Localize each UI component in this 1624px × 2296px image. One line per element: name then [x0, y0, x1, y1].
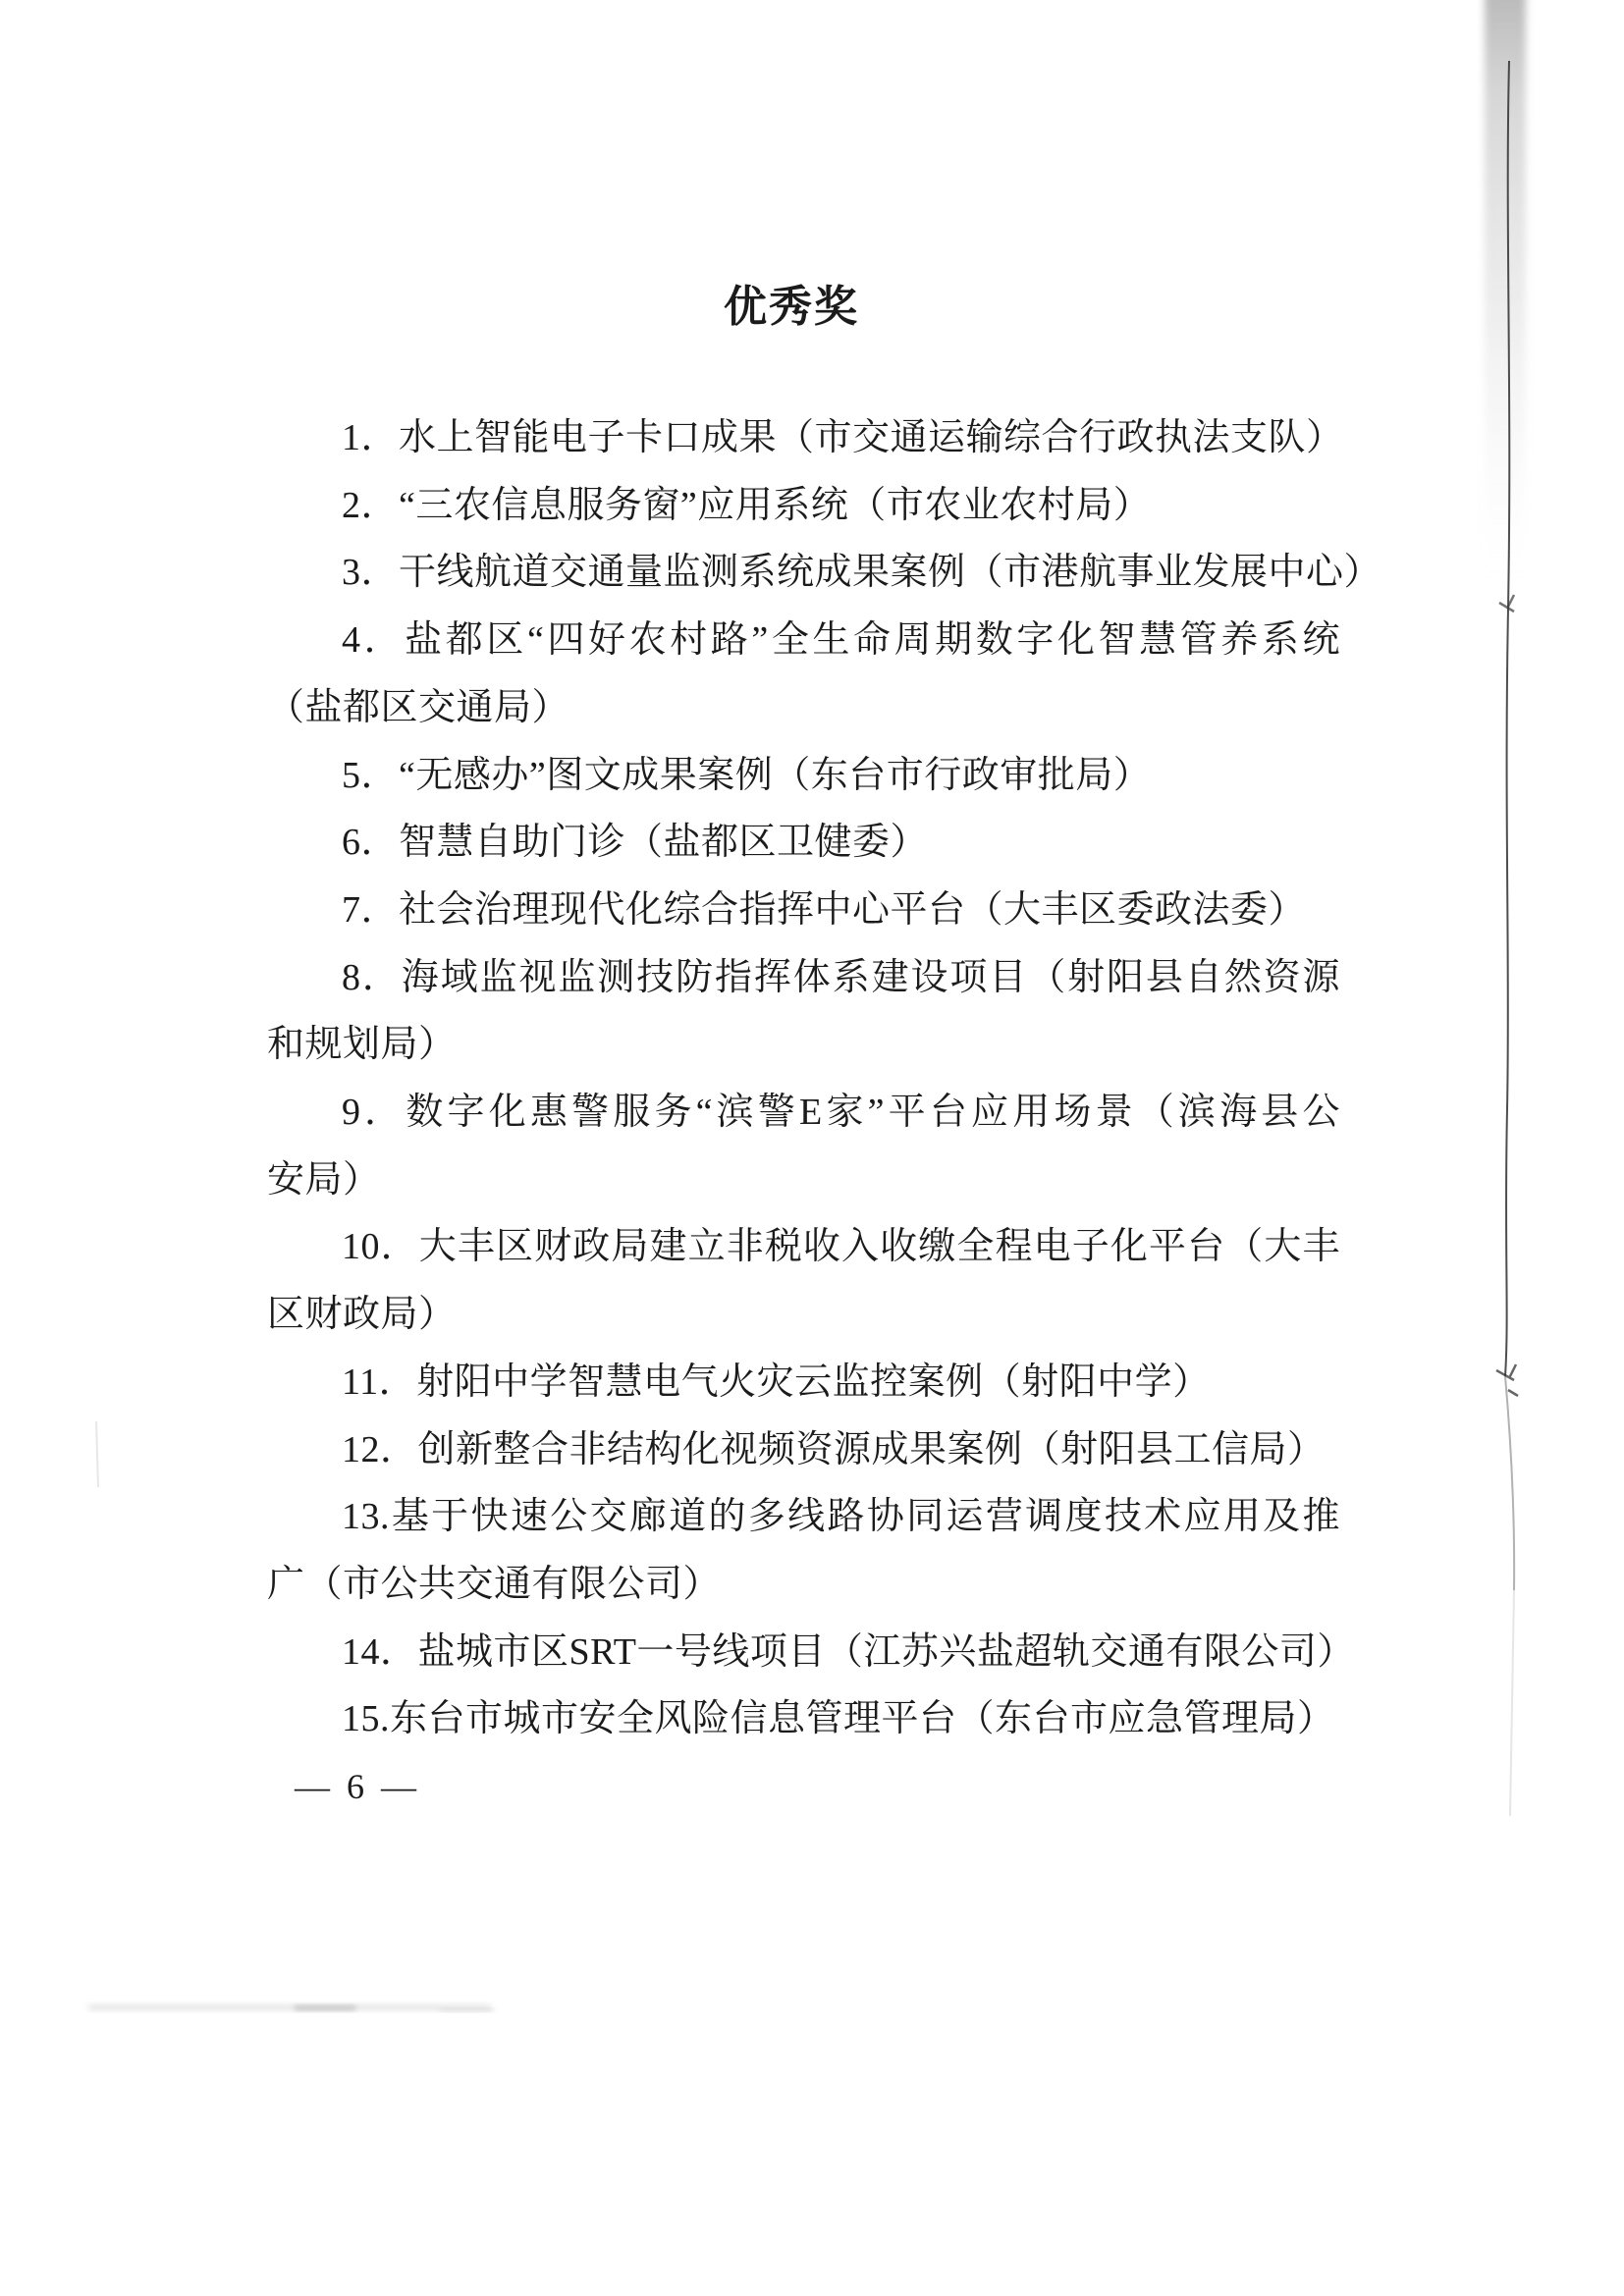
- award-item-line: 15.东台市城市安全风险信息管理平台（东台市应急管理局）: [342, 1698, 1335, 1740]
- award-item: [267, 809, 1340, 877]
- award-item: [267, 404, 1344, 472]
- award-item-line: 5．“无感办”图文成果案例（东台市行政审批局）: [342, 754, 1152, 796]
- scan-scratch-line: [1505, 61, 1509, 1376]
- award-item: [267, 742, 1340, 810]
- award-item: [267, 1416, 1340, 1484]
- award-item-line: 广（市公共交通有限公司）: [267, 1563, 722, 1605]
- award-item-line: 区财政局）: [267, 1294, 457, 1336]
- award-item-line: 8．海域监视监测技防指挥体系建设项目（射阳县自然资源: [342, 956, 1340, 998]
- award-item-line: 6．智慧自助门诊（盐都区卫健委）: [342, 822, 929, 864]
- award-item-line: 13.基于快速公交廊道的多线路协同运营调度技术应用及推: [342, 1496, 1340, 1538]
- award-item: [267, 472, 1340, 540]
- scan-trace-left: [96, 1421, 98, 1487]
- award-item: [267, 539, 1382, 607]
- award-item-line: 安局）: [267, 1158, 381, 1201]
- award-item-line: 9．数字化惠警服务“滨警E家”平台应用场景（滨海县公: [342, 1092, 1340, 1134]
- award-item: [267, 1685, 1340, 1753]
- award-list: [267, 404, 1382, 1753]
- award-item: [267, 877, 1340, 944]
- document-title: 优秀奖: [724, 283, 859, 331]
- scan-scratch-knot-bottom: [1496, 1364, 1518, 1396]
- award-item-line: 7．社会治理现代化综合指挥中心平台（大丰区委政法委）: [342, 888, 1307, 931]
- award-item-line: 3．干线航道交通量监测系统成果案例（市港航事业发展中心）: [342, 552, 1382, 594]
- award-item-line: 10．大丰区财政局建立非税收入收缴全程电子化平台（大丰: [342, 1226, 1340, 1268]
- scan-scratch-line-tail: [1510, 1590, 1514, 1816]
- award-item: [267, 607, 1340, 741]
- award-item-line: 4．盐都区“四好农村路”全生命周期数字化智慧管养系统: [342, 619, 1340, 662]
- award-item-line: 12．创新整合非结构化视频资源成果案例（射阳县工信局）: [342, 1428, 1326, 1470]
- scan-smudge-bottom: [88, 2004, 491, 2010]
- award-item-line: 1．水上智能电子卡口成果（市交通运输综合行政执法支队）: [342, 417, 1344, 458]
- award-item: [267, 1213, 1340, 1348]
- scan-scratch-line-lower: [1505, 1376, 1514, 1590]
- award-item-line: （盐都区交通局）: [267, 686, 570, 728]
- scan-scratch-knot-top: [1499, 595, 1514, 612]
- scan-smudge-bottom-dark: [295, 2005, 355, 2010]
- award-item: [267, 1079, 1340, 1213]
- award-item-line: 和规划局）: [267, 1024, 457, 1066]
- award-item: [267, 1483, 1340, 1618]
- award-item-line: 14．盐城市区SRT一号线项目（江苏兴盐超轨交通有限公司）: [342, 1630, 1355, 1673]
- scan-smudge-bottom-dash: [440, 2008, 494, 2011]
- award-item: [267, 1619, 1355, 1686]
- award-item-line: 11．射阳中学智慧电气火灾云监控案例（射阳中学）: [342, 1361, 1211, 1403]
- award-item: [267, 944, 1340, 1079]
- award-item-line: 2．“三农信息服务窗”应用系统（市农业农村局）: [342, 484, 1152, 526]
- award-item: [267, 1349, 1340, 1416]
- page-number: — 6 —: [295, 1767, 420, 1806]
